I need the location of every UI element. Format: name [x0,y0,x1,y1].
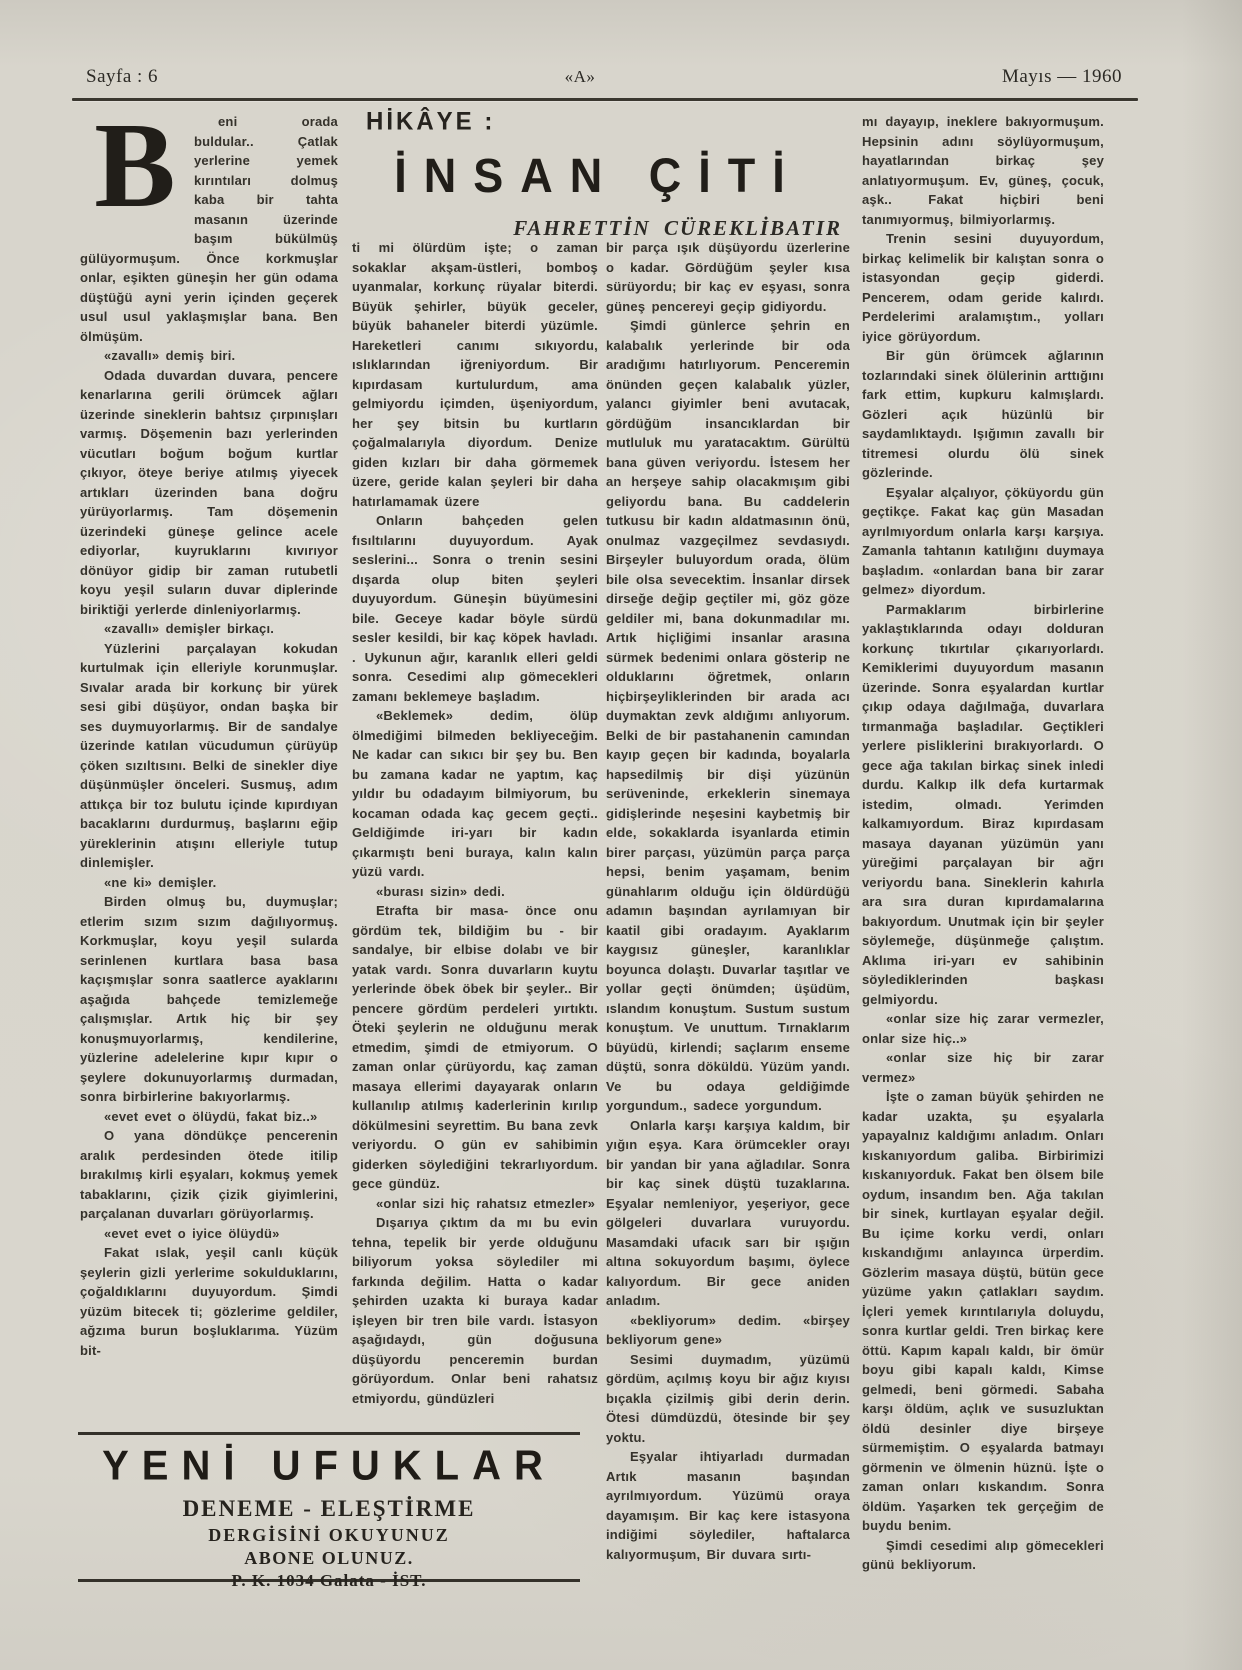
paragraph: O yana döndükçe pencerenin aralık perdesinden ötede itilip bırakılmış kirli eşyaları, kokmuş yemek tabaklarını, çizik çizik giyimlerini, parçalanan duvarları görüyorlarmış. [80,1128,338,1221]
ad-line-4: P. K. 1034 Galata - İST. [231,1571,427,1590]
paragraph: Yüzlerini parçalayan kokudan kurtulmak için elleriyle korunmuşlar. Sıvalar arada bir korkunç bir yürek sesi gibi düşüyor, ondan başka bir ses duymuyorlarmış. Bir de sandalye üzerinde katılan vücudumun çürüyüp çöken sızıltısını. Belki de sinekler diye düşünmüşler önceleri. Susmuş, adım attıkça bir toz bulutu içinde kıpırdıyan bacaklarını durdurmuş, başlarını eğip yüreklerinin atışını elleriyle tutup dinlemişler. [80,640,338,870]
ad-box-yeni-ufuklar [78,1432,580,1590]
paragraph: Dışarıya çıktım da mı bu evin tehna, tepelik bir yerde olduğunu biliyorum yoksa söylediler mi farkında değilim. Hatta o kadar şehirden uzakta ki buraya kadar işleyen bir tren bile vardı. İstasyon aşağıdaydı, gün doğusuna düşüyordu penceremin burdan görüyordum. Onlar beni rahatsız etmiyordu, gündüzleri [352,1215,598,1406]
story-title: İNSAN ÇİTİ [394,147,802,203]
paragraph: «onlar sizi hiç rahatsız etmezler» [376,1195,596,1211]
ad-line-2: DERGİSİNİ OKUYUNUZ [208,1525,450,1545]
paragraph: ti mi ölürdüm işte; o zaman sokaklar akşam-üstleri, bomboş uyanmalar, korkunç rüyalar biterdi. Büyük şehirler, büyük geceler, büyük bahaneler biterdi yüzümle. Hareketleri canımı sıkıyordu, ıslıklarından iğreniyordum. Bir kıpırdasam kurtulurdum, ama gelmiyordu içimden, üşeniyordum, her şey bitsin bu kurtların çoğalmalarıyla diyordum. Denize giden kızları bir daha görmemek üzere, geride kalan şeyleri bir daha hatırlamamak üzere [352,240,598,509]
paragraph: Fakat ıslak, yeşil canlı küçük şeylerin gizli yerlerime sokulduklarını, çoğaldıklarını duyuyordum. Şimdi yüzüm bitecek ti; gözlerime geldiler, ağzıma burun boşluklarıma. Yüzüm bit- [80,1245,338,1358]
paragraph: Parmaklarım birbirlerine yaklaştıklarında odayı dolduran korkunç tıkırtılar çıkarıyorlardı. Kemiklerimi duyuyordum masanın üzerinde. Sonra eşyalardan kurtlar çıkıp odaya dağılmağa, duvarlara tırmanmağa başladılar. Geçtikleri yerlere pisliklerini bırakıyorlardı. O gece ağa takılan birkaç sinek inledi durdu. Kalkıp ilk defa kurtarmak istedim, olmadı. Yerimden kalkamıyordum. Biraz kıpırdasam masaya dayanan yüzümün yanı yüreğimi parçalayan bir ağrı veriyordu bana. Sineklerin kahırla ara sıra duran kıpırdamalarına bakıyordum. Unutmak için bir şeyler söylemeğe, düşünmeğe çalıştım. Aklıma iri-yarı ev sahibinin söylediklerinden başkası gelmiyordu. [862,601,1104,1007]
ad-line-1: DENEME - ELEŞTİRME [182,1496,476,1521]
header-rule [72,98,1138,101]
paragraph: «bekliyorum» dedim. «birşey bekliyorum gene» [606,1312,850,1347]
paragraph: Onların bahçeden gelen fısıltılarını duyuyordum. Ayak seslerini... Sonra o trenin sesini dışarda olup biten şeyleri duyuyordum. Güneşin büyümesini bile. Geceye kadar böyle sürdü sesler kesildi, bir kaç köpek havladı. . Uykunun ağır, karanlık elleri geldi sonra. Cesedimi alıp gömecekleri zamanı beklemeye başladım. [352,513,598,704]
paragraph: Sesimi duymadım, yüzümü gördüm, açılmış koyu bir ağız kıyısı bıçakla çizilmiş gibi derin derin. Ötesi dümdüzdü, ötesinde bir şey yoktu. [606,1351,850,1445]
story-kicker: HİKÂYE : [366,107,496,136]
ad-title: YENİ UFUKLAR [102,1442,556,1490]
paragraph: Eşyalar alçalıyor, çöküyordu gün geçtikçe. Fakat kaç gün Masadan ayrılmıyordum onlarla karşı karşıya. Zamanla tahtanın katılığını duymaya başladım. «onlardan bana bir zarar gelmez» diyordum. [862,484,1104,597]
story-header [352,108,844,241]
paragraph: «burası sizin» dedi. [376,883,505,899]
paragraph: Şimdi günlerce şehrin en kalabalık yerlerinde bir oda aradığımı hatırlıyorum. Penceremin önünden geçen kalabalık yüzler, yalancı giyimler beni avutacak, gördüğüm insancıklardan bir mutluluk mu yaratacaktım. Gürültü bana güven veriyordu. İstesem her an herşeye sahip olacakmışım gibi geliyordu bana. Bu caddelerin tutkusu bir kadın aldatmasının önü, onulmaz vazgeçilmez sevdasıydı. Birşeyler buluyordum orada, ölüm bile olsa sevecektim. İnsanlar dirsek dirseğe değip geçtiler mi, göz göze geldiler mi, bana dokunmadılar mı. Artık hiçliğimi insanlar arasına sürmek bedenimi onlara gösterip ne olduklarını öğretmek, onların hiçbirşeyliklerinden bir arada acı duymaktan zevk aldığımı anlıyorum. Belki de bir pastahanenin camından kayıp geçen bir kadında, boyalarla hapsedilmiş bir dişi yüzünün serüveninde, erkeklerin sinemaya gidişlerinde neşesini kaybetmiş bir elde, sokaklarda isyanlarda etimin birer parçası, yüzümün parça parça hepsi, benim yaşamam, benim günahlarım olduğu için öldürdüğü adamın başından ayrılamıyan bir kaatil gibi oradayım. Ayaklarım kaygısız güneşler, karanlıklar boyunca dolaştı. Duvarlar taşıtlar ve yollar geçti önümden; üşüdüm, ıslandım konuştum. Sustum sustum konuştum. Ve unuttum. Tırnaklarım büyüdü, kirlendi; saçlarım enseme düştü, sonra döküldü. Yüzüm yandı. Ve bu odaya geldiğimde yorgundum., sadece yorgundum. [606,318,850,1113]
masthead-mark: «A» [564,67,596,86]
paragraph: «evet evet o ölüydü, fakat biz..» [104,1108,318,1124]
paragraph: «ne ki» demişler. [104,874,217,890]
paragraph: «onlar size hiç bir zarar vermez» [862,1050,1104,1085]
paragraph: Şimdi cesedimi alıp gömecekleri günü bekliyorum. [862,1537,1104,1572]
paragraph: «zavallı» demişler birkaçı. [104,621,275,636]
paragraph: «evet evet o iyice ölüydü» [104,1225,280,1241]
paragraph: eni orada buldular.. Çatlak yerlerine yemek kırıntıları dolmuş kaba bir tahta masanın üzerinde başım bükülmüş gülüyormuşum. Önce korkmuşlar onlar, eşikten güneşin her gün odama düştüğü ayni yerin içinden geçerek usul usul yaklaşmışlar bana. Ben ölmüşüm. [80,114,338,344]
paragraph: mı dayayıp, ineklere bakıyormuşum. Hepsinin adını söylüyormuşum, hayatlarından birkaç şey anlatıyormuşum. Ev, güneş, çocuk, aşk.. Fakat hiçbiri beni tanımıyormuş, bilmiyorlarmış. [862,114,1104,227]
paragraph: «Beklemek» dedim, ölüp ölmediğimi bilmeden bekliyeceğim. Ne kadar can sıkıcı bir şey bu. Ben bu zamana kadar ne yaptım, kaç yıldır bu odadayım bilmiyorum, bu kocaman odada kaç gecem geçti.. Geldiğimde iri-yarı bir kadın çıkarmıştı beni buraya, kalın kalın yüzü vardı. [352,708,598,879]
page-header [86,66,1122,88]
text-column-4 [862,112,1104,1572]
paragraph: Bir gün örümcek ağlarının tozlarındaki sinek ölülerinin arttığını fark ettim, kupkuru kalmışlardı. Gözleri açık hüzünlü bir saydamlıktaydı. Işığımın zavallı bir titremesi olurdu ölü sinek gözlerinde. [862,348,1104,480]
text-column-2 [352,238,598,1424]
paragraph: Onlarla karşı karşıya kaldım, bir yığın eşya. Kara örümcekler orayı bir yandan bir yana ağladılar. Sonra bir kaç sinek düştü tuzaklarına. Eşyalar nemleniyor, yeşeriyor, gece gölgeleri duvarlara vuruyordu. Masamdaki ufacık sarı bir ışığın altına sokuyordum başımı, öylece kalıyordum. Bir gece aniden anladım. [606,1117,850,1308]
paragraph: «zavallı» demiş biri. [104,348,236,363]
paragraph: İşte o zaman büyük şehirden ne kadar uzakta, şu eşyalarla yapayalnız kaldığımı anladım. Onları kıskanıyordum galiba. Birbirimizi kıskanıyorduk. Fakat ben ölsem bile oydum, insandım ben. Ağa takılan bir sinek, kurtlayan eşyalar değil. Bu içime korku verdi, onları kıskandığımı anlayınca ürperdim. Gözlerim masaya düştü, bütün gece yüzüme yakın çatlakları saydım. İçleri yemek kırıntılarıyla doluydu, sonra kurtlar geldi. Tren birkaç kere öttü. Kapım kapalı kaldı, bir ömür boyu gibi kapalı kaldı, Kimse gelmedi, beni görmedi. Sabaha karşı öldüm, açlık ve susuzluktan öldü desinler diye birşeye sürmemiştim. O eşyalarda batmayı görmenin ve ölmenin hüznü. İşte o zaman onları kıskandım. Sonra öldüm. Yaşarken tek gerçeğim de buydu benim. [862,1089,1104,1533]
paragraph: «onlar size hiç zarar vermezler, onlar size hiç..» [862,1011,1104,1046]
drop-cap: B [94,112,176,233]
paragraph: Odada duvardan duvara, pencere kenarlarına gerili örümcek ağları üzerinde sineklerin bahtsız çırpınışları varmış. Döşemenin bazı yerlerinden vücutları boğum boğum kurtlar çıkıyor, öteye beriye atılmış yiyecek artıkları üzerinden bana doğru yürüyorlarmış. Tam döşemenin üzerindeki güneşe gelince acele ediyorlar, kuyruklarını kıvırıyor dönüyor gidip bir zaman rutubetli koyu yeşil suların duvar diplerinde biriktiği yerlerde dinleniyorlarmış. [80,367,338,617]
paragraph: Etrafta bir masa- önce onu gördüm tek, bildiğim bu - bir sandalye, bir elbise dolabı ve bir yatak vardı. Sonra duvarların kuytu yerlerinde öbek öbek bir şeyler.. Bir pencere gördüm perdeleri yırtıktı. Öteki şeylerin ne olduğunu merak etmedim, şimdi de etmiyorum. O zaman onlar çürüyordu, kaç zaman masaya ellerimi dayayarak onların kullanılıp atılmış kaderlerinin kırılıp dökülmesini seyrettim. Bu bana zevk veriyordu. O gün ev sahibimin giderken söylediğini tekrarlıyordum. gece gündüz. [352,903,598,1191]
issue-date-label: Mayıs — 1960 [1001,66,1122,87]
paragraph: Eşyalar ihtiyarladı durmadan Artık masanın başından ayrılmıyordum. Yüzümü oraya dayamışım. Bir kaç kere istasyona indiğimi söylediler, haftalarca kalıyormuşum, Bir duvara sırtı- [606,1449,850,1562]
page-number-label: Sayfa : 6 [86,66,159,87]
story-author: FAHRETTİN CÜREKLİBATIR [513,216,842,240]
ad-line-3: ABONE OLUNUZ. [244,1548,414,1568]
paragraph: Trenin sesini duyuyordum, birkaç kelimelik bir kalıştan sonra o istasyondan geçip giderdi. Pencerem, odam geride kalırdı. Perdelerimi aralamıştım., yolları iyice görüyordum. [862,231,1104,344]
paragraph: bir parça ışık düşüyordu üzerlerine o kadar. Gördüğüm şeyler kısa sürüyordu; bir kaç ev eşyası, sonra güneş pencereyi geçip gidiyordu. [606,240,850,314]
paragraph: Birden olmuş bu, duymuşlar; etlerim sızım sızım dağılıyormuş. Korkmuşlar, koyu yeşil sularda serinlenen kurtlara basa basa kaçışmışlar sonra saatlerce ayaklarını aşağıda bahçede temizlemeğe çalışmışlar. Artık hiç bir şey konuşmuyorlarmış, kendilerine, yüzlerine adelelerine kıpır kıpır o şeylere dokunuyorlarmış durmadan, sonra birbirlerine bakıyorlarmış. [80,894,338,1104]
text-column-3 [606,238,850,1568]
text-column-1 [80,112,338,1424]
